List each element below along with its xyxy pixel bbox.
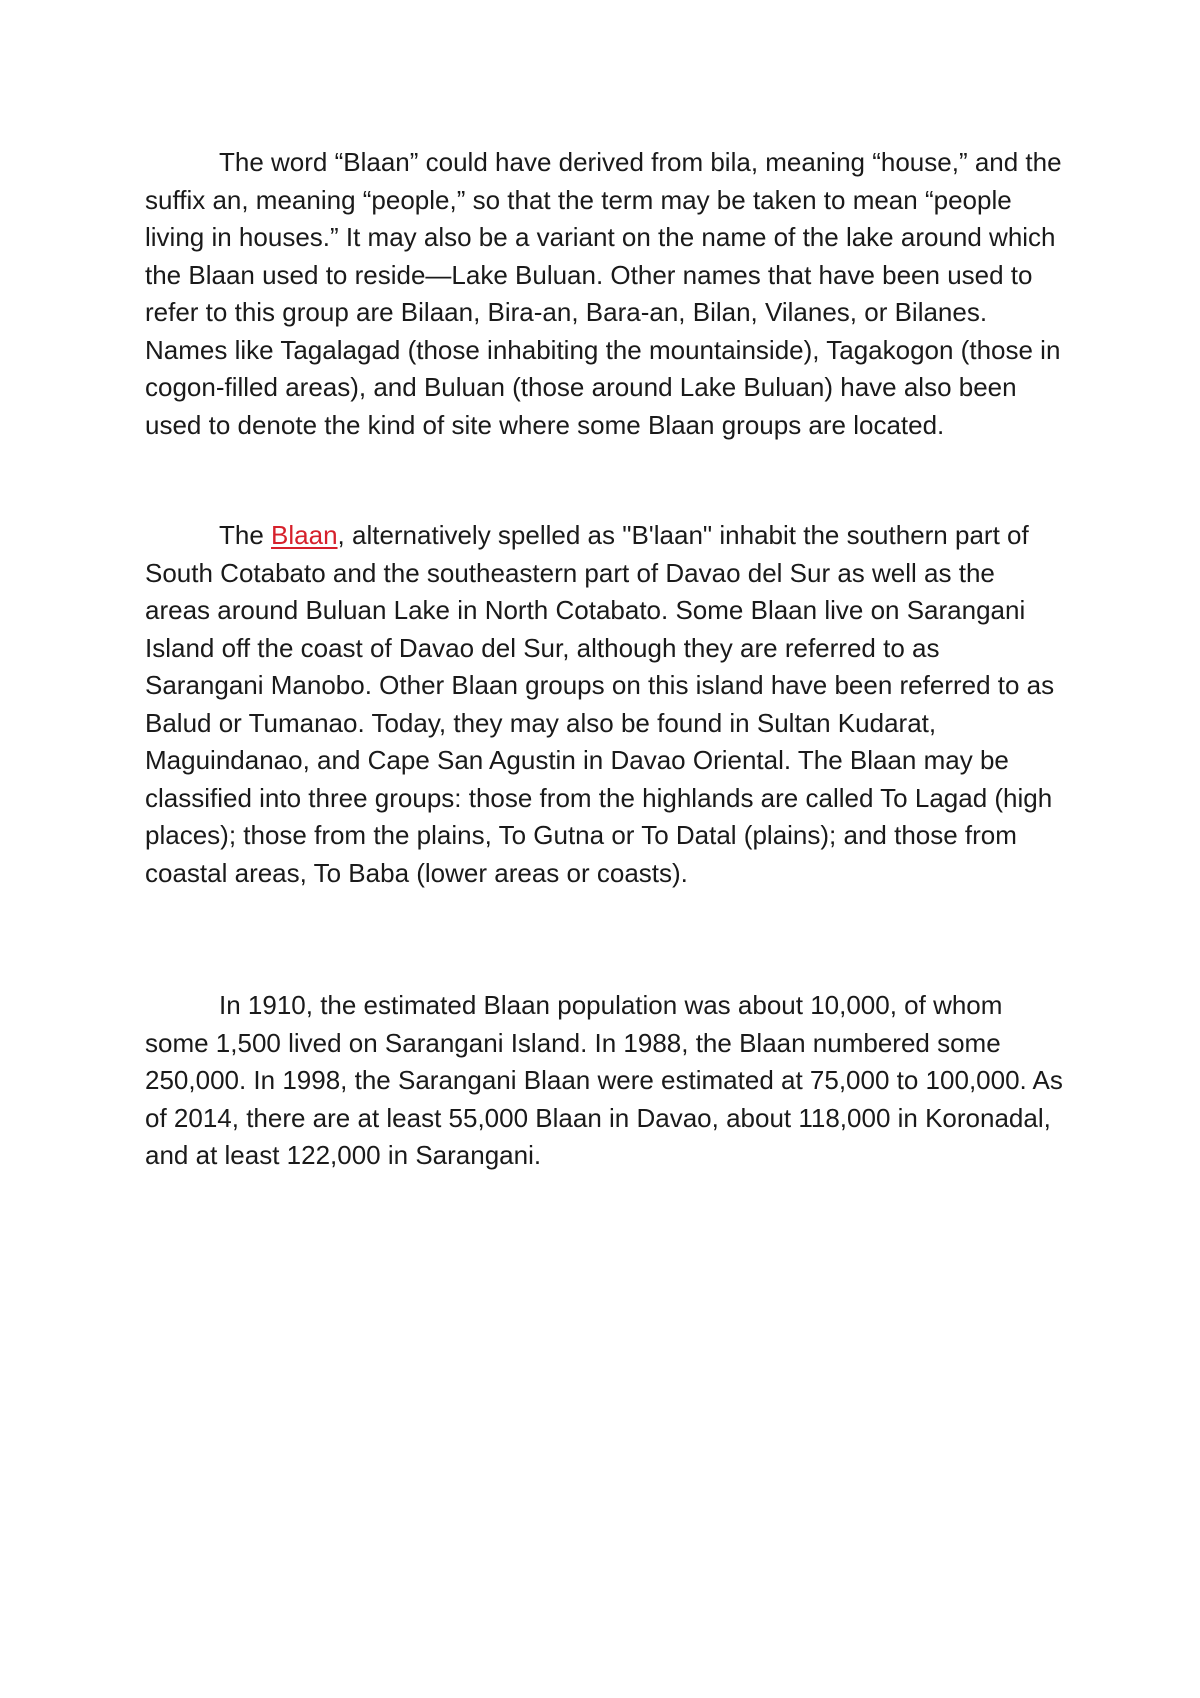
paragraph-name-origin (145, 144, 1065, 444)
paragraph-population (145, 987, 1065, 1175)
paragraph-location (145, 517, 1065, 892)
paragraph-text: In 1910, the estimated Blaan population was about 10,000, of whom some 1,500 lived on Sarangani Island. In 1988, the Blaan numbered some 250,000. In 1998, the Sarangani Blaan were estimated at 75,000 to 100,000. As of 2014, there are at least 55,000 Blaan in Davao, about 118,000 in Koronadal, and at least 122,000 in Sarangani. (145, 990, 1063, 1170)
blaan-link[interactable]: Blaan (271, 520, 338, 550)
paragraph-lead-text: The (219, 520, 272, 550)
paragraph-text: The word “Blaan” could have derived from bila, meaning “house,” and the suffix an, meaning “people,” so that the term may be taken to mean “people living in houses.” It may also be a variant on the name of the lake around which the Blaan used to reside—Lake Buluan. Other names that have been used to refer to this group are Bilaan, Bira-an, Bara-an, Bilan, Vilanes, or Bilanes. Names like Tagalagad (those inhabiting the mountainside), Tagakogon (those in cogon-filled areas), and Buluan (those around Lake Buluan) have also been used to denote the kind of site where some Blaan groups are located. (145, 147, 1062, 440)
paragraph-text (145, 517, 1065, 892)
paragraph-body-text: , alternatively spelled as "B'laan" inhabit the southern part of South Cotabato and the southeastern part of Davao del Sur as well as the areas around Buluan Lake in North Cotabato. Some Blaan live on Sarangani Island off the coast of Davao del Sur, although they are referred to as Sarangani Manobo. Other Blaan groups on this island have been referred to as Balud or Tumanao. Today, they may also be found in Sultan Kudarat, Maguindanao, and Cape San Agustin in Davao Oriental. The Blaan may be classified into three groups: those from the highlands are called To Lagad (high places); those from the plains, To Gutna or To Datal (plains); and those from coastal areas, To Baba (lower areas or coasts). (145, 520, 1055, 888)
